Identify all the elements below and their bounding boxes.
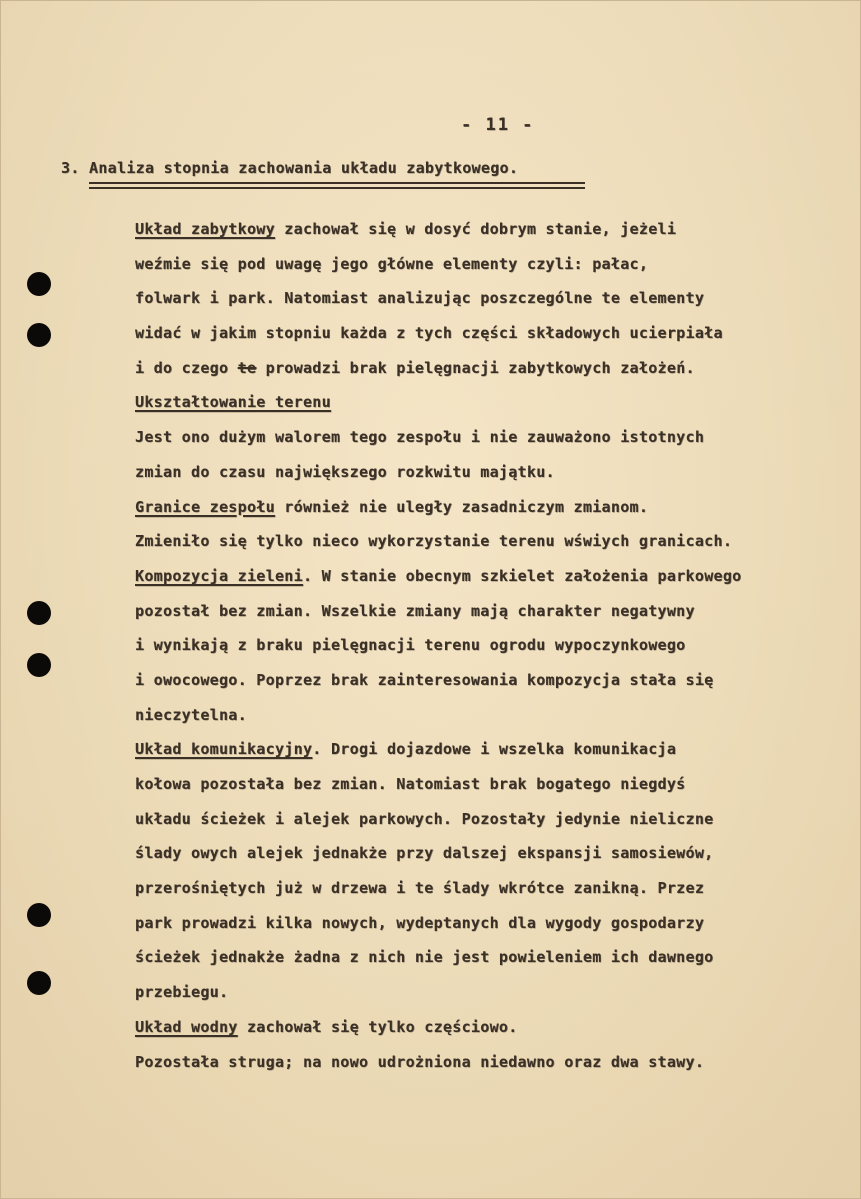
text-line: Układ wodny zachował się tylko częściowo.: [135, 1017, 518, 1036]
heading-underline: [89, 187, 585, 189]
text-line: widać w jakim stopniu każda z tych części składowych ucierpiała: [135, 324, 723, 343]
punch-hole: [27, 903, 51, 927]
paragraph-heading: Kompozycja zieleni: [135, 566, 303, 585]
text-line: i do czego te prowadzi brak pielęgnacji zabytkowych założeń.: [135, 358, 695, 377]
text-line: pozostał bez zmian. Wszelkie zmiany mają charakter negatywny: [135, 601, 695, 620]
text-line: Kompozycja zieleni. W stanie obecnym szkielet założenia parkowego: [135, 566, 742, 585]
text-line: i wynikają z braku pielęgnacji terenu ogrodu wypoczynkowego: [135, 636, 686, 655]
punch-hole: [27, 653, 51, 677]
text-line: [135, 392, 825, 427]
heading-underline: [89, 182, 585, 184]
paragraph-heading: Granice zespołu: [135, 497, 275, 516]
punch-hole: [27, 323, 51, 347]
text-line: Granice zespołu również nie uległy zasadniczym zmianom.: [135, 497, 649, 516]
struck-word: te: [237, 358, 257, 377]
text-line: przerośniętych już w drzewa i te ślady wkrótce zanikną. Przez: [135, 879, 705, 898]
text-line: nieczytelna.: [135, 705, 247, 724]
text-line: Pozostała struga; na nowo udrożniona niedawno oraz dwa stawy.: [135, 1052, 705, 1071]
text-line: Układ zabytkowy zachował się w dosyć dobrym stanie, jeżeli: [135, 220, 677, 238]
text-line: park prowadzi kilka nowych, wydeptanych dla wygody gospodarzy: [135, 913, 705, 932]
text-line: kołowa pozostała bez zmian. Natomiast brak bogatego niegdyś: [135, 775, 686, 793]
text-line: zmian do czasu największego rozkwitu majątku.: [135, 462, 555, 481]
punch-hole: [27, 971, 51, 995]
text-line: ślady owych alejek jednakże przy dalszej ekspansji samosiewów,: [135, 844, 714, 863]
text-line: przebiegu.: [135, 983, 229, 1002]
text-line: i owocowego. Poprzez brak zainteresowania kompozycja stała się: [135, 670, 714, 689]
text-line: Zmieniło się tylko nieco wykorzystanie terenu wświych granicach.: [135, 532, 733, 551]
text-line: weźmie się pod uwagę jego główne elementy czyli: pałac,: [135, 254, 649, 273]
punch-hole: [27, 272, 51, 296]
punch-hole: [27, 601, 51, 625]
paragraph-heading: Układ wodny: [135, 1017, 238, 1036]
page-number: - 11 -: [461, 115, 535, 135]
body-text: [135, 219, 825, 1086]
paragraph-heading: Układ zabytkowy: [135, 220, 275, 238]
text-line: Układ komunikacyjny. Drogi dojazdowe i wszelka komunikacja: [135, 740, 677, 759]
text-line: ścieżek jednakże żadna z nich nie jest powieleniem ich dawnego: [135, 948, 714, 967]
text-line: układu ścieżek i alejek parkowych. Pozostały jedynie nieliczne: [135, 809, 714, 828]
text-line: Jest ono dużym walorem tego zespołu i nie zauważono istotnych: [135, 428, 705, 447]
paragraph-heading: Układ komunikacyjny: [135, 740, 313, 759]
text-line: folwark i park. Natomiast analizując poszczególne te elementy: [135, 289, 705, 308]
paragraph-heading: Ukształtowanie terenu: [135, 393, 331, 412]
section-heading: 3. Analiza stopnia zachowania układu zabytkowego.: [61, 159, 519, 177]
